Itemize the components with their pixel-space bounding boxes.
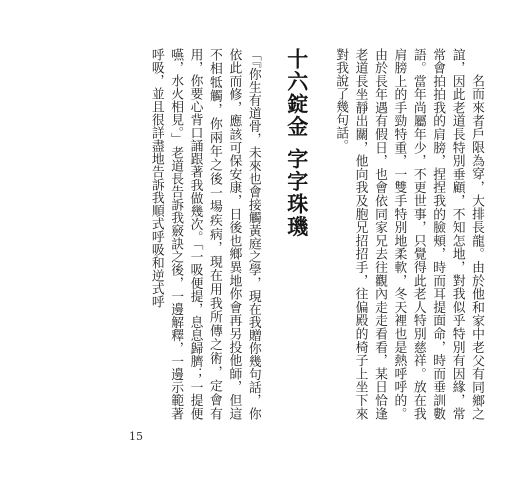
- body-paragraph-1: 名而來者戶限為穿，大排長龍。由於他和家中老父有同鄉之誼，因此老道長特別垂顧，不知怎地，對我似乎特別有因緣，常常會拍拍我的肩膀，捏捏我的臉頰，時而耳提面命，時而垂訓數語。當年尚屬年少，不更世事，只覺得此老人特別慈祥。放在我肩膀上的手勁特重，一雙手特別地柔軟，冬天裡也是熱呼呼的。由於長年遇有假日，也會依同家兄去往觀內走走看看，某日恰逢老道長坐靜出關，他向我及胞兄招招手，往偏殿的椅子上坐下來對我說了幾句話。: [333, 48, 484, 420]
- body-paragraph-2: 「『你生有道骨，未來也會接觸黃庭之學，現在我贈你幾句話，你依此而修，應該可保安康，日後也鄉異地你會再另投他師，但這不相牴觸，你兩年之後一場疾病，現在用我所傳之術，定會有用，你要心背口誦跟著我做幾次。「一吸便提，息息歸臍；一提便嚥，水火相見。」老道長告訴我竅訣之後，一邊解釋，一邊示範著呼吸，並且很詳盡地告訴我順式呼吸和逆式呼: [148, 48, 261, 420]
- chapter-heading: [285, 48, 309, 420]
- vertical-text-block: [118, 48, 486, 420]
- chapter-number: 十六: [284, 48, 309, 93]
- page-number: 15: [129, 430, 143, 443]
- chapter-title-main: 錠金: [284, 93, 309, 138]
- chapter-title-sub: 字字珠璣: [284, 148, 309, 238]
